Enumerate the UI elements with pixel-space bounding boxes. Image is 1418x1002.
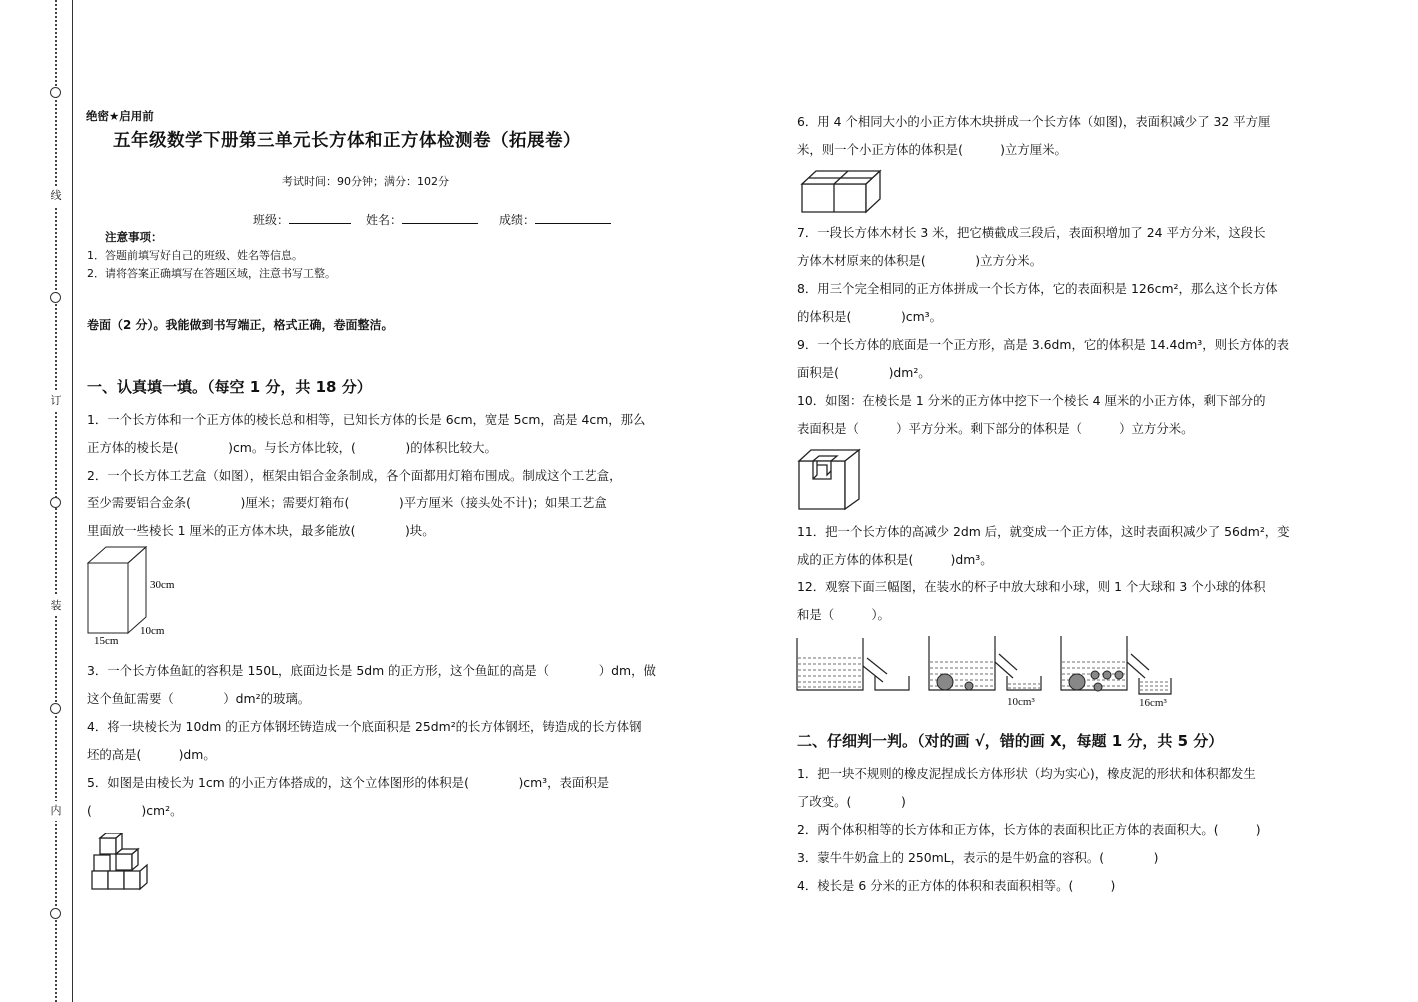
secret-mark: 绝密★启用前 xyxy=(86,109,154,123)
q2-line3: 里面放一些棱长 1 厘米的正方体木块，最多能放( )块。 xyxy=(87,523,435,538)
figure-q10-cube xyxy=(797,447,863,513)
binding-char-ding: 订 xyxy=(47,391,65,411)
figure-q2-box xyxy=(86,545,196,645)
score-field xyxy=(499,211,611,228)
name-label: 姓名： xyxy=(366,213,403,227)
q6-line2: 米，则一个小正方体的体积是( )立方厘米。 xyxy=(797,142,1067,157)
q7-line2: 方体木材原来的体积是( )立方分米。 xyxy=(797,253,1043,268)
name-field xyxy=(366,211,478,228)
fig-q2-height: 30cm xyxy=(150,579,175,591)
q5-line2: ( )cm²。 xyxy=(87,803,183,818)
binding-char-zhuang: 装 xyxy=(47,596,65,616)
section1-title: 一、认真填一填。（每空 1 分，共 18 分） xyxy=(87,378,372,396)
q3-line2: 这个鱼缸需要（ ）dm²的玻璃。 xyxy=(87,691,311,706)
q10-line2: 表面积是（ ）平方分米。剩下部分的体积是（ ）立方分米。 xyxy=(797,421,1194,436)
judge2: 2．两个体积相等的长方体和正方体，长方体的表面积比正方体的表面积大。( ) xyxy=(797,822,1261,837)
score-blank[interactable] xyxy=(535,211,611,224)
score-label: 成绩： xyxy=(499,213,536,227)
fig-q2-width: 10cm xyxy=(140,625,165,637)
note-2: 2．请将答案正确填写在答题区域，注意书写工整。 xyxy=(87,267,336,280)
q1-line1: 1．一个长方体和一个正方体的棱长总和相等，已知长方体的长是 6cm，宽是 5cm，高是 4cm，那么 xyxy=(87,412,646,427)
q8-line2: 的体积是( )cm³。 xyxy=(797,309,943,324)
exam-info: 考试时间：90分钟；满分：102分 xyxy=(282,175,449,188)
judge3: 3．蒙牛牛奶盒上的 250mL，表示的是牛奶盒的容积。( ) xyxy=(797,850,1159,865)
q10-line1: 10．如图：在棱长是 1 分米的正方体中挖下一个棱长 4 厘米的小正方体，剩下部分的 xyxy=(797,393,1266,408)
q4-line1: 4．将一块棱长为 10dm 的正方体钢坯铸造成一个底面积是 25dm²的长方体钢坯，铸造成的长方体钢 xyxy=(87,719,642,734)
fig-q12-label-10: 10cm³ xyxy=(1007,696,1035,708)
exam-title: 五年级数学下册第三单元长方体和正方体检测卷（拓展卷） xyxy=(113,131,581,151)
binding-char-nei: 内 xyxy=(47,801,65,821)
binding-char-xian: 线 xyxy=(47,186,65,206)
q1-line2: 正方体的棱长是( )cm。与长方体比较，( )的体积比较大。 xyxy=(87,440,497,455)
neatness-note: 卷面（2 分）。我能做到书写端正，格式正确，卷面整洁。 xyxy=(87,318,394,332)
q9-line1: 9．一个长方体的底面是一个正方形，高是 3.6dm，它的体积是 14.4dm³，则长方体的表 xyxy=(797,337,1290,352)
q7-line1: 7．一段长方体木材长 3 米，把它横截成三段后，表面积增加了 24 平方分米，这段长 xyxy=(797,225,1266,240)
q12-line1: 12．观察下面三幅图，在装水的杯子中放大球和小球，则 1 个大球和 3 个小球的体积 xyxy=(797,579,1266,594)
q8-line1: 8．用三个完全相同的正方体拼成一个长方体，它的表面积是 126cm²，那么这个长方体 xyxy=(797,281,1278,296)
fig-q2-length: 15cm xyxy=(94,635,119,645)
q2-line2: 至少需要铝合金条( )厘米；需要灯箱布( )平方厘米（接头处不计)；如果工艺盒 xyxy=(87,495,607,510)
class-field xyxy=(253,211,351,228)
q9-line2: 面积是( )dm²。 xyxy=(797,365,931,380)
q3-line1: 3．一个长方体鱼缸的容积是 150L，底面边长是 5dm 的正方形，这个鱼缸的高是（ ）dm，做 xyxy=(87,663,656,678)
notes-title: 注意事项： xyxy=(105,230,163,244)
q4-line2: 坯的高是( )dm。 xyxy=(87,747,216,762)
q11-line2: 成的正方体的体积是( )dm³。 xyxy=(797,552,993,567)
q12-line2: 和是（ ）。 xyxy=(797,607,890,622)
figure-q5-cubes xyxy=(90,833,152,893)
q5-line1: 5．如图是由棱长为 1cm 的小正方体搭成的，这个立体图形的体积是( )cm³，表面积是 xyxy=(87,775,610,790)
class-blank[interactable] xyxy=(289,211,351,224)
class-label: 班级： xyxy=(253,213,290,227)
figure-q6-cubes xyxy=(800,168,882,214)
section2-title: 二、仔细判一判。（对的画 √，错的画 X，每题 1 分，共 5 分） xyxy=(797,732,1224,750)
judge4: 4．棱长是 6 分米的正方体的体积和表面积相等。( ) xyxy=(797,878,1116,893)
fig-q12-label-16: 16cm³ xyxy=(1139,697,1167,709)
q11-line1: 11．把一个长方体的高减少 2dm 后，就变成一个正方体，这时表面积减少了 56dm²，变 xyxy=(797,524,1290,539)
q6-line1: 6．用 4 个相同大小的小正方体木块拼成一个长方体（如图)，表面积减少了 32 平方厘 xyxy=(797,114,1271,129)
figure-q12-cups xyxy=(795,632,1175,710)
name-blank[interactable] xyxy=(402,211,478,224)
note-1: 1．答题前填写好自己的班级、姓名等信息。 xyxy=(87,249,303,262)
q2-line1: 2．一个长方体工艺盒（如图），框架由铝合金条制成，各个面都用灯箱布围成。制成这个工艺盒， xyxy=(87,468,622,483)
judge1-line1: 1．把一块不规则的橡皮泥捏成长方体形状（均为实心)，橡皮泥的形状和体积都发生 xyxy=(797,766,1256,781)
judge1-line2: 了改变。( ) xyxy=(797,794,906,809)
